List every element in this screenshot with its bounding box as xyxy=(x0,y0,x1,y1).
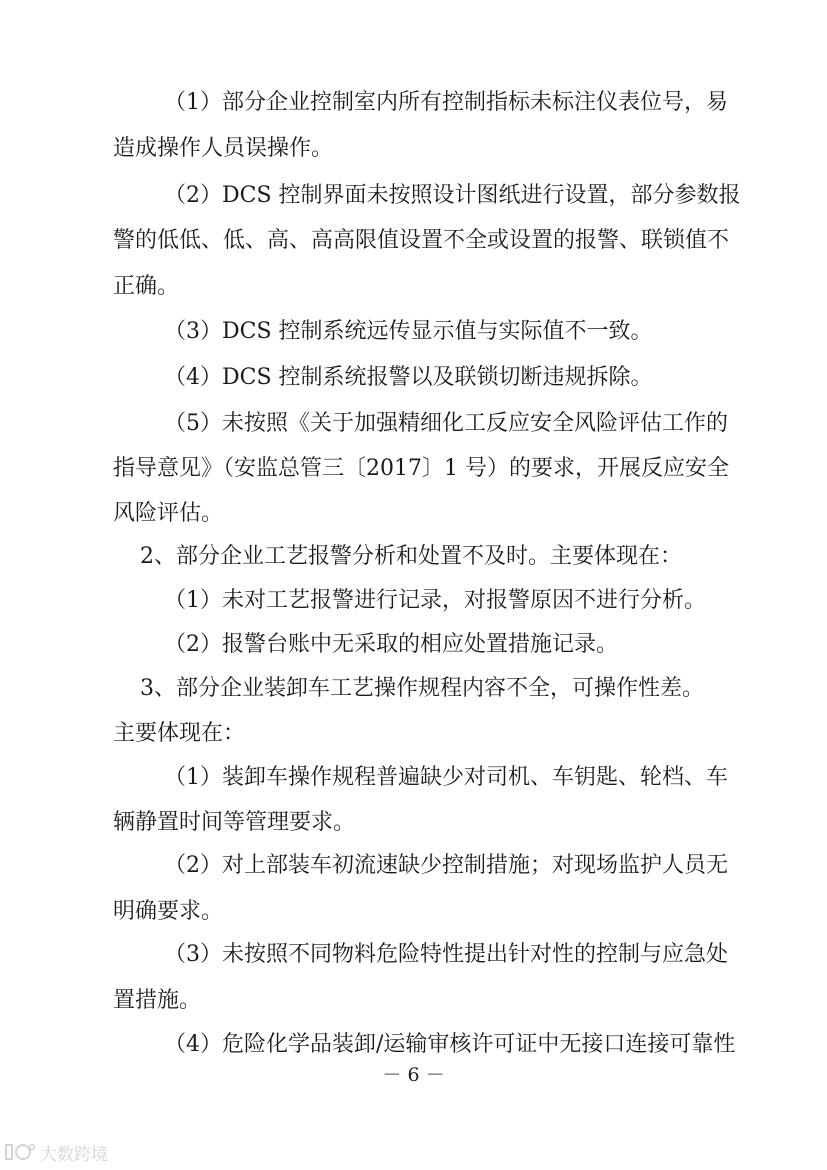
watermark-logo-icon xyxy=(2,1141,36,1163)
text-line: （1）装卸车操作规程普遍缺少对司机、车钥匙、轮档、车 xyxy=(164,765,728,790)
text-line: 2、部分企业工艺报警分析和处置不及时。主要体现在： xyxy=(140,544,682,569)
text-line: （1）未对工艺报警进行记录，对报警原因不进行分析。 xyxy=(164,588,706,613)
text-line: 置措施。 xyxy=(113,988,202,1013)
watermark-text: 大数跨境 xyxy=(40,1144,108,1165)
text-line: （3）DCS 控制系统远传显示值与实际值不一致。 xyxy=(164,319,653,344)
text-line: （5）未按照《关于加强精细化工反应安全风险评估工作的 xyxy=(164,411,728,436)
text-line: （4）DCS 控制系统报警以及联锁切断违规拆除。 xyxy=(164,365,653,390)
text-line: 警的低低、低、高、高高限值设置不全或设置的报警、联锁值不 xyxy=(113,228,730,253)
text-line: 正确。 xyxy=(113,274,180,299)
text-line: （2）DCS 控制界面未按照设计图纸进行设置，部分参数报 xyxy=(164,183,741,208)
text-line: 3、部分企业装卸车工艺操作规程内容不全，可操作性差。 xyxy=(140,676,704,701)
text-line: 指导意见》（安监总管三〔2017〕1 号）的要求，开展反应安全 xyxy=(113,456,729,481)
text-line: （3）未按照不同物料危险特性提出针对性的控制与应急处 xyxy=(164,942,728,967)
text-line: （1）部分企业控制室内所有控制指标未标注仪表位号，易 xyxy=(164,90,728,115)
watermark xyxy=(2,1139,108,1165)
text-line: 明确要求。 xyxy=(113,899,224,924)
page-number: － 6 － xyxy=(382,1064,445,1086)
text-line: 辆静置时间等管理要求。 xyxy=(113,810,356,835)
text-line: 造成操作人员误操作。 xyxy=(113,136,334,161)
text-line: 主要体现在： xyxy=(113,721,246,746)
text-line: （2）报警台账中无采取的相应处置措施记录。 xyxy=(164,632,618,657)
text-line: 风险评估。 xyxy=(113,501,224,526)
text-line: （4）危险化学品装卸/运输审核许可证中无接口连接可靠性 xyxy=(164,1032,736,1057)
text-line: （2）对上部装车初流速缺少控制措施；对现场监护人员无 xyxy=(164,853,728,878)
